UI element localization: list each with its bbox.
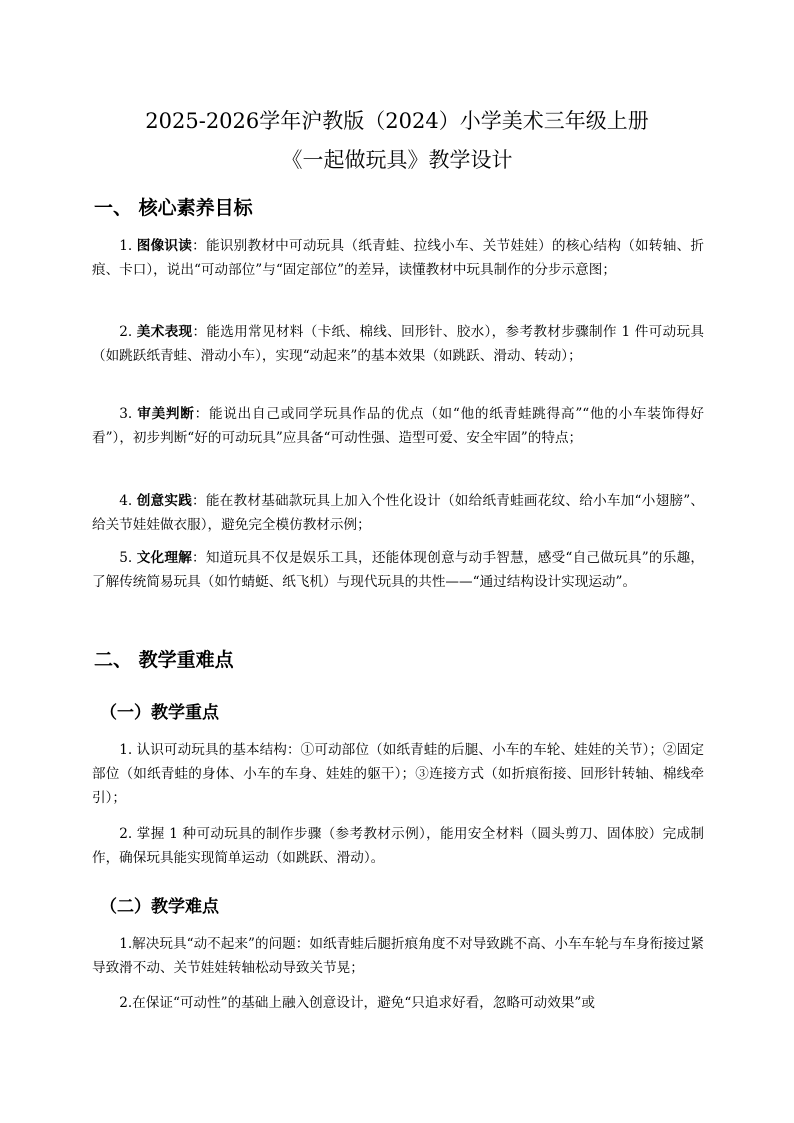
objective-text: ：能在教材基础款玩具上加入个性化设计（如给纸青蛙画花纹、给小车加“小翅膀”、给关节娃娃做衣服），避免完全模仿教材示例； <box>92 493 705 533</box>
objective-text: ：能说出自己或同学玩具作品的优点（如“他的纸青蛙跳得高”“他的小车装饰得好看”），初步判断“好的可动玩具”应具备“可动性强、造型可爱、安全牢固”的特点； <box>92 406 704 446</box>
section-heading-key-points: 二、 教学重难点 <box>94 649 234 671</box>
objective-number: 5. <box>119 550 137 566</box>
focus-item-2: 2. 掌握 1 种可动玩具的制作步骤（参考教材示例），能用安全材料（圆头剪刀、固体胶）完成制作，确保玩具能实现简单运动（如跳跃、滑动）。 <box>92 826 704 866</box>
subsection-heading-focus: （一）教学重点 <box>100 703 219 723</box>
objective-item-5 <box>92 546 704 594</box>
section-heading-objectives: 一、 核心素养目标 <box>94 197 253 219</box>
objective-lead: 图像识读 <box>136 238 193 254</box>
objective-lead: 美术表现 <box>136 324 193 340</box>
objective-item-4 <box>92 489 704 537</box>
objective-text: ：能选用常见材料（卡纸、棉线、回形针、胶水），参考教材步骤制作 1 件可动玩具（如跳跃纸青蛙、滑动小车），实现“动起来”的基本效果（如跳跃、滑动、转动）； <box>92 324 704 364</box>
objective-item-1 <box>92 234 704 282</box>
objective-item-3 <box>92 402 704 450</box>
objective-text: ：知道玩具不仅是娱乐工具，还能体现创意与动手智慧，感受“自己做玩具”的乐趣，了解传统简易玩具（如竹蜻蜓、纸飞机）与现代玩具的共性——“通过结构设计实现运动”。 <box>92 550 705 590</box>
objective-text: ：能识别教材中可动玩具（纸青蛙、拉线小车、关节娃娃）的核心结构（如转轴、折痕、卡口），说出“可动部位”与“固定部位”的差异，读懂教材中玩具制作的分步示意图； <box>92 238 705 278</box>
focus-item-1: 1. 认识可动玩具的基本结构：①可动部位（如纸青蛙的后腿、小车的车轮、娃娃的关节）；②固定部位（如纸青蛙的身体、小车的车身、娃娃的躯干）；③连接方式（如折痕衔接、回形针转轴、棉线牵引）； <box>92 742 704 806</box>
objective-number: 2. <box>119 324 137 340</box>
objective-item-2 <box>92 320 704 368</box>
difficulty-item-1: 1.解决玩具“动不起来”的问题：如纸青蛙后腿折痕角度不对导致跳不高、小车车轮与车身衔接过紧导致滑不动、关节娃娃转轴松动导致关节晃； <box>92 936 704 976</box>
document-title-line2: 《一起做玩具》教学设计 <box>281 148 513 172</box>
document-title-line1: 2025-2026学年沪教版（2024）小学美术三年级上册 <box>145 109 649 133</box>
subsection-heading-difficulty: （二）教学难点 <box>100 897 219 917</box>
objective-lead: 审美判断 <box>137 406 195 422</box>
objective-number: 4. <box>119 493 137 509</box>
objective-lead: 文化理解 <box>136 550 193 566</box>
objective-number: 3. <box>119 406 138 422</box>
objective-number: 1. <box>119 238 137 254</box>
difficulty-item-2: 2.在保证“可动性”的基础上融入创意设计，避免“只追求好看，忽略可动效果”或 <box>119 995 595 1011</box>
objective-lead: 创意实践 <box>136 493 193 509</box>
